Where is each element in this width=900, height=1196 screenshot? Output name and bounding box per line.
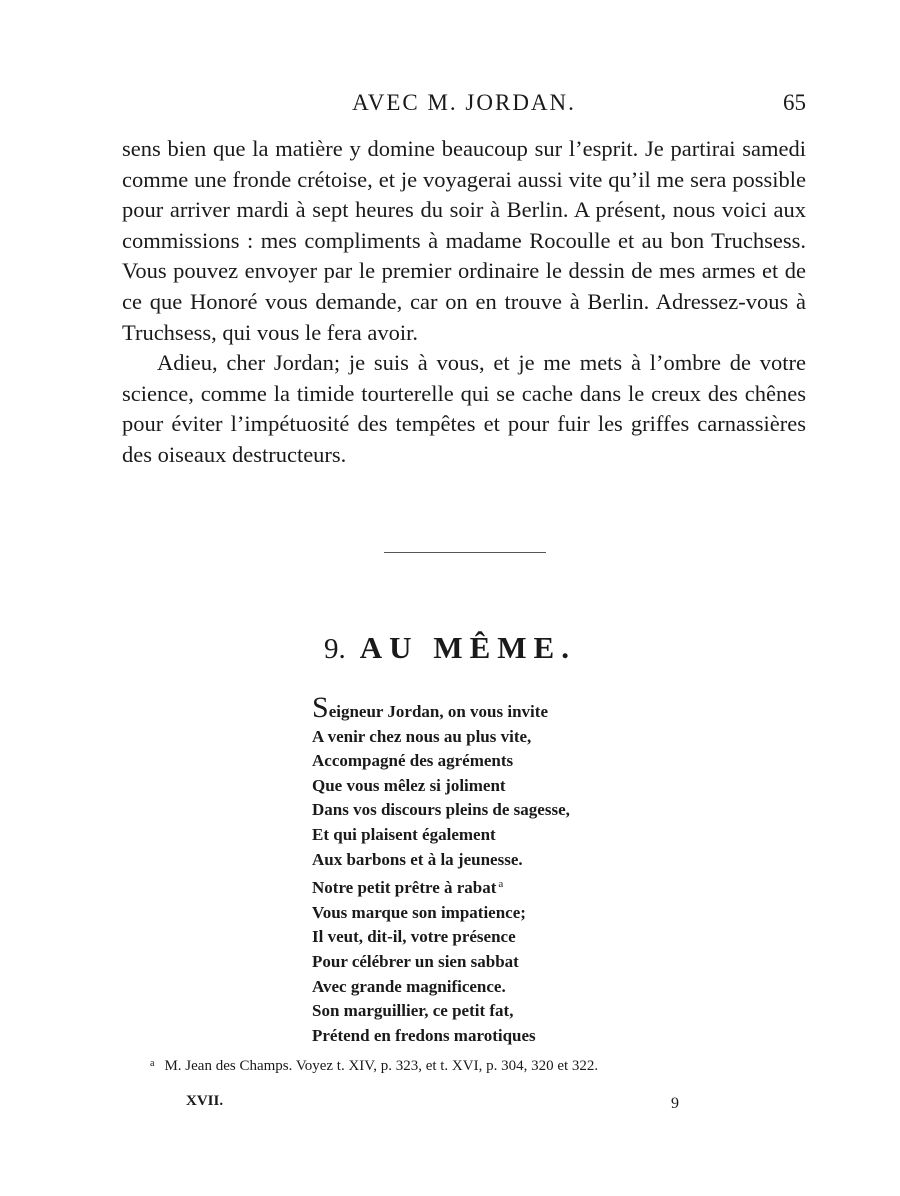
paragraph: Adieu, cher Jordan; je suis à vous, et je me mets à l’ombre de votre science, comme la timide tourterelle qui se cache dans le creux des chênes pour éviter l’impétuosité des tempêtes et pour fuir les griffes carnassières des oiseaux destructeurs. bbox=[122, 350, 806, 467]
poem-line bbox=[312, 872, 672, 901]
section-number: 9. bbox=[324, 633, 346, 665]
signature-volume: XVII. bbox=[186, 1093, 224, 1109]
poem-line bbox=[312, 691, 672, 725]
poem-line: Avec grande magnificence. bbox=[312, 976, 506, 996]
footnote-marker: a bbox=[150, 1058, 155, 1069]
poem-line: Dans vos discours pleins de sagesse, bbox=[312, 800, 570, 820]
poem-line-text: eigneur Jordan, on vous invite bbox=[328, 702, 548, 721]
poem-line: Son marguillier, ce petit fat, bbox=[312, 1001, 514, 1021]
poem-line: Prétend en fredons marotiques bbox=[312, 1025, 536, 1045]
poem bbox=[312, 691, 672, 1048]
drop-cap: S bbox=[312, 691, 329, 724]
poem-line: A venir chez nous au plus vite, bbox=[312, 726, 532, 746]
poem-line: Pour célébrer un sien sabbat bbox=[312, 951, 519, 971]
section-divider bbox=[384, 552, 546, 553]
prose-text bbox=[122, 134, 806, 471]
poem-line: Accompagné des agréments bbox=[312, 751, 514, 771]
page-number: 65 bbox=[783, 90, 806, 115]
footnote-text: M. Jean des Champs. Voyez t. XIV, p. 323, et t. XVI, p. 304, 320 et 322. bbox=[164, 1058, 599, 1074]
poem-line: Que vous mêlez si joliment bbox=[312, 775, 506, 795]
poem-line: Et qui plaisent également bbox=[312, 824, 496, 844]
footnote-reference: a bbox=[498, 878, 504, 891]
section-title: AU MÊME. bbox=[359, 630, 576, 665]
poem-line: Aux barbons et à la jeunesse. bbox=[312, 849, 523, 869]
section-heading bbox=[0, 630, 900, 666]
paragraph: sens bien que la matière y domine beaucoup sur l’esprit. Je partirai samedi comme une fronde crétoise, et je voyagerai aussi vite qu’il me sera possible pour arriver mardi à sept heures du soir à Berlin. A présent, nous voici aux commissions : mes compliments à madame Rocoulle et au bon Truchsess. Vous pouvez envoyer par le premier ordinaire le dessin de mes armes et de ce que Honoré vous demande, car on en trouve à Berlin. Adressez-vous à Truchsess, qui vous le fera avoir. bbox=[122, 136, 806, 345]
poem-line: Il veut, dit-il, votre présence bbox=[312, 927, 516, 947]
poem-line-text: Notre petit prêtre à rabat bbox=[312, 878, 497, 898]
running-head bbox=[122, 90, 806, 122]
running-title: AVEC M. JORDAN. bbox=[352, 90, 576, 115]
signature-number: 9 bbox=[671, 1095, 679, 1112]
footnote bbox=[150, 1058, 770, 1075]
poem-line: Vous marque son impatience; bbox=[312, 902, 526, 922]
